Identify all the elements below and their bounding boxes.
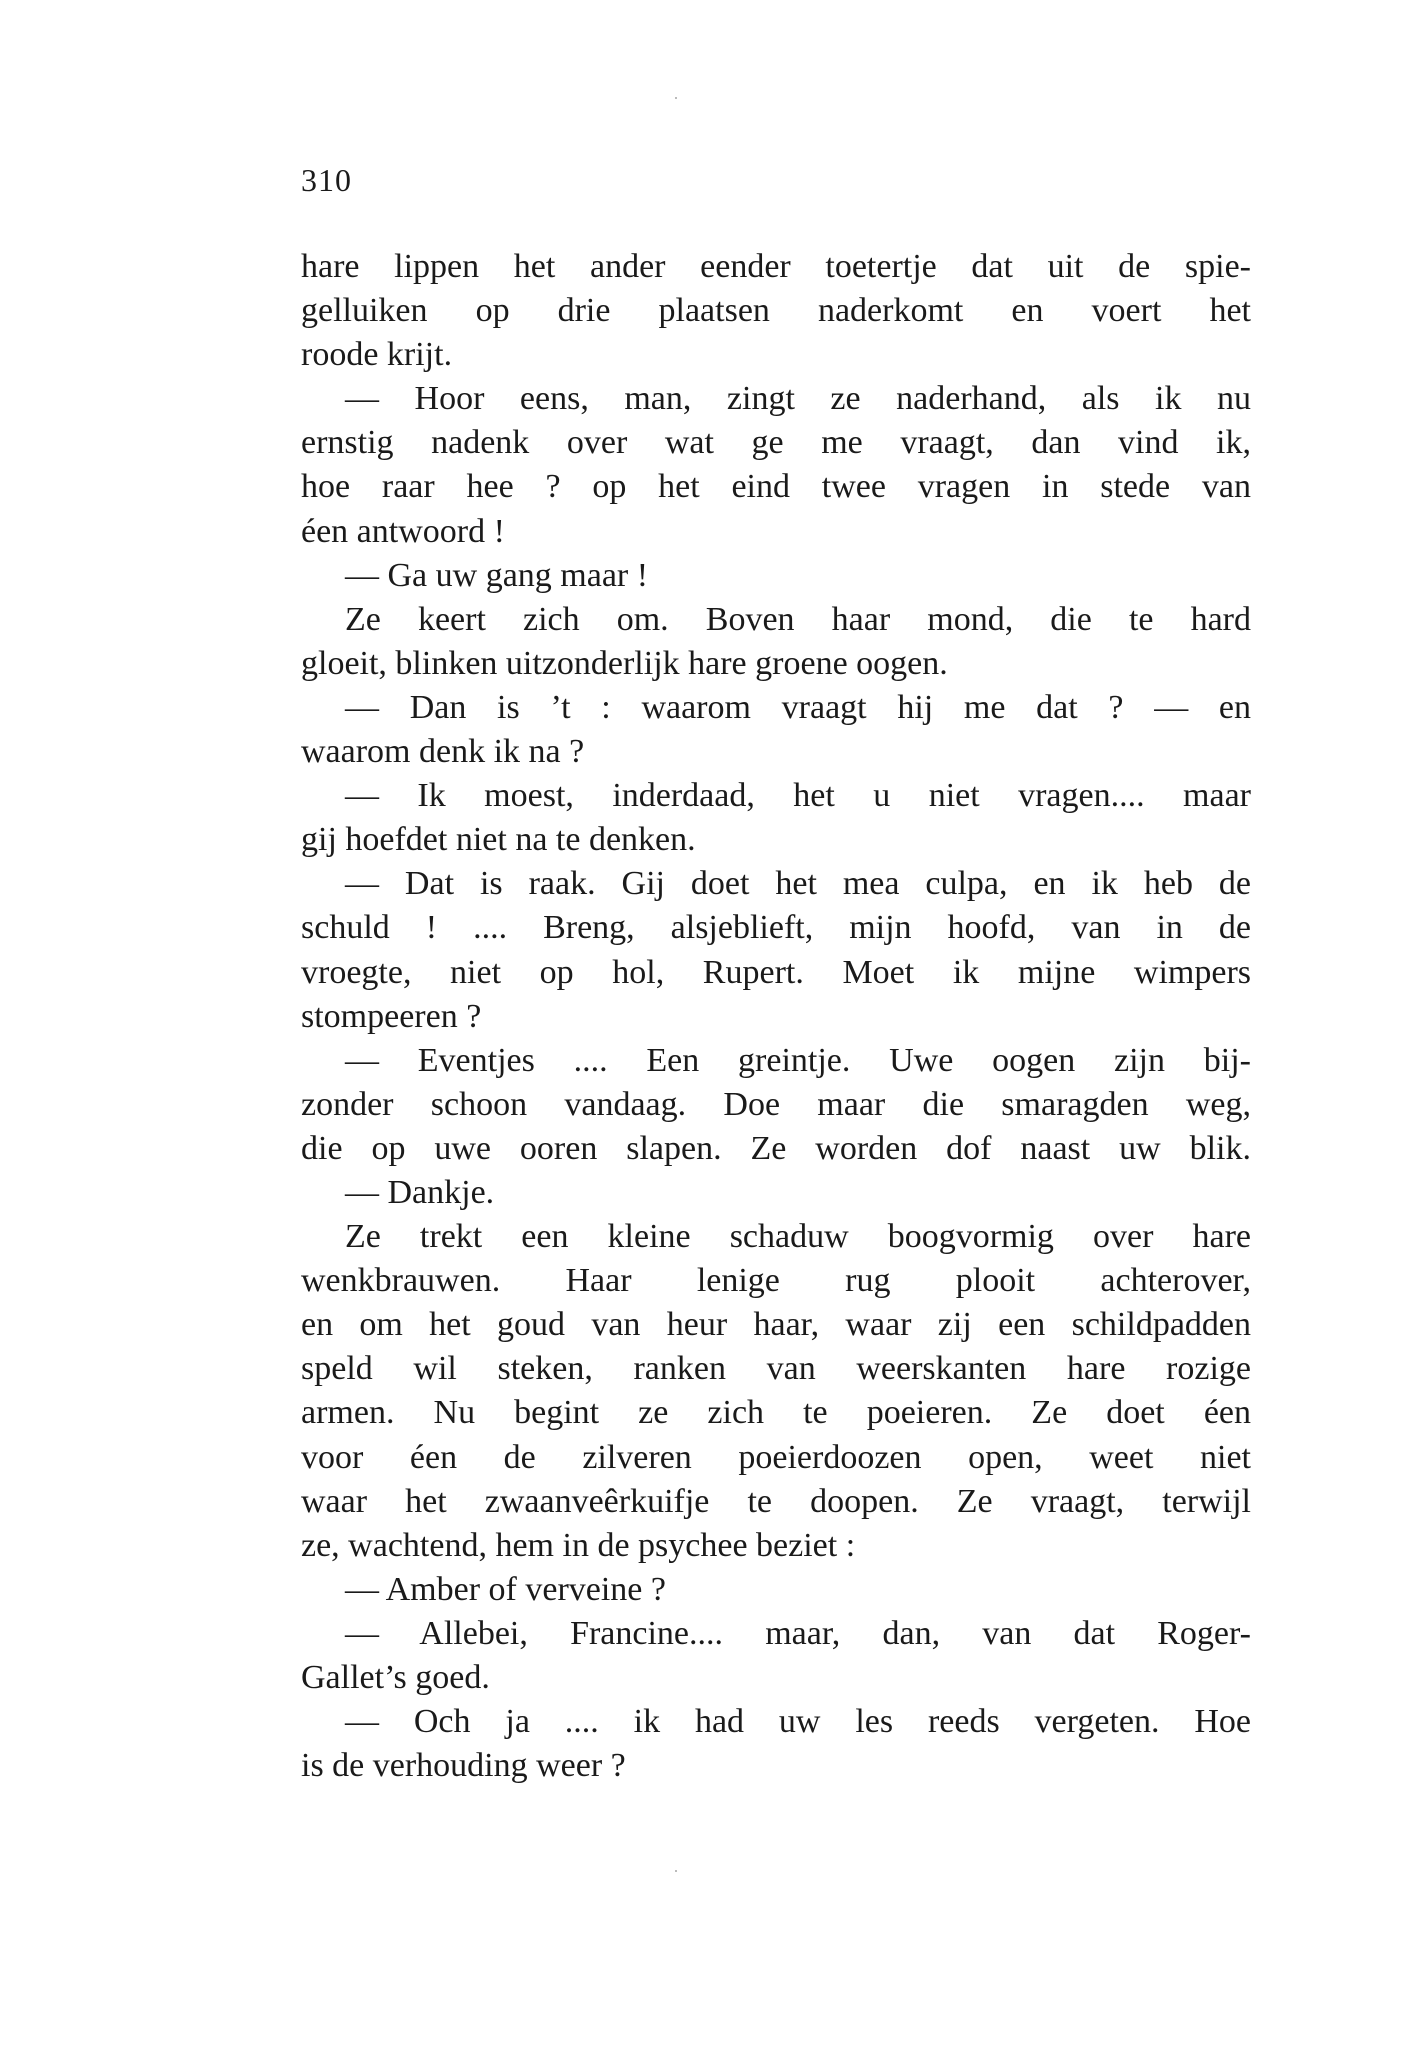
scan-speck-bottom: [675, 1870, 677, 1872]
text-line: roode krijt.: [301, 336, 453, 374]
text-line: ernstig nadenk over wat ge me vraagt, dan vind ik,: [301, 424, 1251, 462]
text-line: waarom denk ik na ?: [301, 733, 585, 771]
text-line: — Och ja .... ik had uw les reeds vergeten. Hoe: [345, 1703, 1251, 1741]
text-line: speld wil steken, ranken van weerskanten hare rozige: [301, 1350, 1251, 1388]
text-line: stompeeren ?: [301, 997, 482, 1035]
text-line: hare lippen het ander eender toetertje dat uit de spie-: [301, 248, 1251, 285]
page-number: 310: [301, 162, 352, 198]
text-line: is de verhouding weer ?: [301, 1747, 626, 1785]
text-line: die op uwe ooren slapen. Ze worden dof naast uw blik.: [301, 1129, 1251, 1167]
text-line: gloeit, blinken uitzonderlijk hare groene oogen.: [301, 644, 948, 682]
text-line: ze, wachtend, hem in de psychee beziet :: [301, 1526, 856, 1564]
text-line: gij hoefdet niet na te denken.: [301, 821, 696, 859]
text-line: — Eventjes .... Een greintje. Uwe oogen zijn bij-: [345, 1041, 1251, 1079]
text-line: Ze keert zich om. Boven haar mond, die te hard: [345, 600, 1251, 638]
text-line: — Dat is raak. Gij doet het mea culpa, en ik heb de: [345, 865, 1251, 903]
text-line: — Ik moest, inderdaad, het u niet vragen.... maar: [345, 777, 1251, 815]
text-line: — Dan is ’t : waarom vraagt hij me dat ? — en: [345, 688, 1251, 726]
text-line: voor éen de zilveren poeierdoozen open, weet niet: [301, 1438, 1251, 1476]
text-line: — Amber of verveine ?: [345, 1570, 666, 1608]
text-line: waar het zwaanveêrkuifje te doopen. Ze vraagt, terwijl: [301, 1482, 1251, 1520]
text-line: éen antwoord !: [301, 512, 505, 550]
text-line: — Dankje.: [345, 1173, 495, 1211]
text-line: vroegte, niet op hol, Rupert. Moet ik mijne wimpers: [301, 953, 1251, 991]
text-line: Ze trekt een kleine schaduw boogvormig over hare: [345, 1218, 1251, 1256]
text-line: en om het goud van heur haar, waar zij een schildpadden: [301, 1306, 1251, 1344]
text-line: — Ga uw gang maar !: [345, 556, 649, 594]
text-line: Gallet’s goed.: [301, 1659, 490, 1696]
scan-speck-top: [675, 97, 677, 99]
text-line: gelluiken op drie plaatsen naderkomt en voert het: [301, 292, 1251, 330]
text-line: zonder schoon vandaag. Doe maar die smaragden weg,: [301, 1085, 1251, 1123]
text-line: — Hoor eens, man, zingt ze naderhand, als ik nu: [345, 380, 1251, 418]
body-text: [301, 245, 1251, 1788]
text-line: schuld ! .... Breng, alsjeblieft, mijn hoofd, van in de: [301, 909, 1251, 947]
text-line: hoe raar hee ? op het eind twee vragen in stede van: [301, 468, 1251, 506]
text-line: wenkbrauwen. Haar lenige rug plooit achterover,: [301, 1262, 1251, 1300]
text-line: — Allebei, Francine.... maar, dan, van dat Roger-: [345, 1614, 1251, 1652]
text-line: armen. Nu begint ze zich te poeieren. Ze doet éen: [301, 1394, 1251, 1432]
